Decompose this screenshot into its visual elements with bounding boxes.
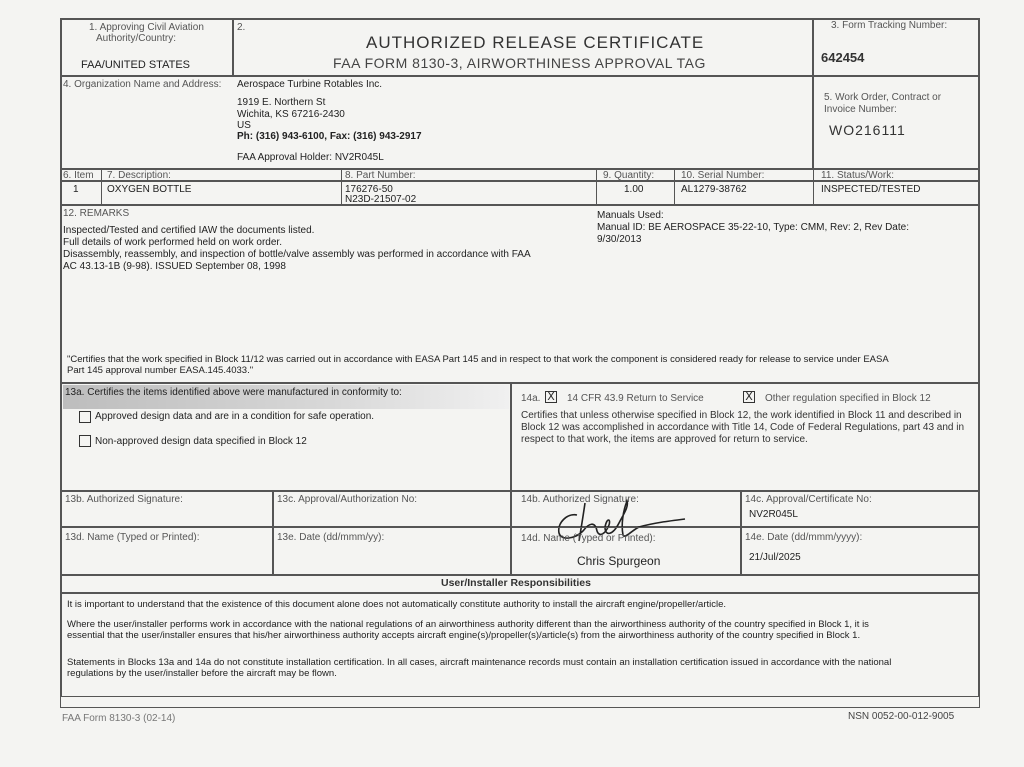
approved-design-checkbox[interactable] — [79, 411, 91, 423]
item-serial: AL1279-38762 — [681, 184, 747, 195]
easa-statement-1: "Certifies that the work specified in Block 11/12 was carried out in accordance with EASA Part 145 and in respect to that work the component is considered ready for release to service under EASA — [67, 354, 889, 365]
block-1-label: 1. Approving Civil Aviation — [89, 22, 204, 33]
header-description: 7. Description: — [107, 170, 171, 181]
user-paragraph-3a: Statements in Blocks 13a and 14a do not constitute installation certification. In all cases, aircraft maintenance records must contain an installation certification issued in accordance with the national — [67, 657, 892, 668]
block-2-label: 2. — [237, 22, 246, 33]
item-status: INSPECTED/TESTED — [821, 184, 921, 195]
header-status: 11. Status/Work: — [821, 170, 894, 181]
nsn-number: NSN 0052-00-012-9005 — [848, 711, 955, 722]
non-approved-design-text: Non-approved design data specified in Block 12 — [95, 436, 307, 447]
org-country: US — [237, 120, 251, 131]
non-approved-design-checkbox[interactable] — [79, 435, 91, 447]
header-part: 8. Part Number: — [345, 170, 416, 181]
block-13b-label: 13b. Authorized Signature: — [65, 494, 183, 505]
item-number: 1 — [73, 184, 79, 195]
item-quantity: 1.00 — [624, 184, 644, 195]
remarks-line-1: Inspected/Tested and certified IAW the documents listed. — [63, 225, 315, 236]
block-1-value: FAA/UNITED STATES — [81, 59, 190, 71]
block-14d-label: 14d. Name (Typed or Printed): — [521, 533, 656, 544]
block-14b-label: 14b. Authorized Signature: — [521, 494, 639, 505]
item-part-number-alt: N23D-21507-02 — [345, 194, 417, 205]
block-4-label: 4. Organization Name and Address: — [63, 79, 222, 90]
block-5-label: 5. Work Order, Contract or — [824, 92, 942, 103]
user-paragraph-1: It is important to understand that the existence of this document alone does not automatically constitute authority to install the aircraft engine/propeller/article. — [67, 599, 727, 610]
block-3-label: 3. Form Tracking Number: — [831, 20, 948, 31]
document-title: AUTHORIZED RELEASE CERTIFICATE — [366, 33, 705, 52]
block-13a-label: 13a. Certifies the items identified above were manufactured in conformity to: — [65, 387, 402, 398]
user-paragraph-3b: regulations by the user/installer before the aircraft may be flown. — [67, 668, 337, 679]
user-paragraph-2b: essential that the user/installer ensures that his/her airworthiness authority accepts aircraft engine(s)/propeller(s)/article(s) from the airworthiness authority of the country specified in Block 1. — [67, 630, 861, 641]
document-subtitle: FAA FORM 8130-3, AIRWORTHINESS APPROVAL TAG — [333, 55, 706, 71]
manual-line-1: Manual ID: BE AEROSPACE 35-22-10, Type: CMM, Rev: 2, Rev Date: — [597, 222, 909, 233]
work-order-number: WO216111 — [829, 122, 906, 138]
header-item: 6. Item — [63, 170, 94, 181]
manuals-label: Manuals Used: — [597, 210, 664, 221]
tracking-number: 642454 — [821, 50, 865, 65]
user-paragraph-2a: Where the user/installer performs work in accordance with the national regulations of an airworthiness authority different than the airworthiness authority of the country specified in Block 1, it is — [67, 619, 869, 630]
block-14e-label: 14e. Date (dd/mmm/yyyy): — [745, 532, 863, 543]
org-city: Wichita, KS 67216-2430 — [237, 109, 345, 120]
other-regulation-text: Other regulation specified in Block 12 — [765, 393, 931, 404]
block-13d-label: 13d. Name (Typed or Printed): — [65, 532, 200, 543]
org-phone: Ph: (316) 943-6100, Fax: (316) 943-2917 — [237, 131, 422, 142]
manual-line-2: 9/30/2013 — [597, 234, 642, 245]
header-serial: 10. Serial Number: — [681, 170, 765, 181]
remarks-line-3: Disassembly, reassembly, and inspection of bottle/valve assembly was performed in accordance with FAA — [63, 249, 531, 260]
block-14a-certification: Certifies that unless otherwise specified in Block 12, the work identified in Block 11 and described in Block 12 was accomplished in accordance with Title 14, Code of Federal Regulations, part 43 and in respect to that work, the items are approved for return to service. — [521, 410, 965, 445]
form-number: FAA Form 8130-3 (02-14) — [62, 713, 176, 724]
block-13c-label: 13c. Approval/Authorization No: — [277, 494, 418, 505]
header-quantity: 9. Quantity: — [603, 170, 655, 181]
block-14a-label: 14a. — [521, 393, 541, 404]
block-5-label-2: Invoice Number: — [824, 104, 897, 115]
release-date: 21/Jul/2025 — [749, 552, 801, 563]
other-regulation-checkbox[interactable]: X — [743, 391, 755, 403]
certificate-form — [60, 18, 980, 708]
org-approval: FAA Approval Holder: NV2R045L — [237, 152, 384, 163]
item-part-number: 176276-50 — [345, 184, 393, 195]
remarks-line-4: AC 43.13-1B (9-98). ISSUED September 08, 1998 — [63, 261, 286, 272]
easa-statement-2: Part 145 approval number EASA.145.4033." — [67, 365, 254, 376]
block-1-label-2: Authority/Country: — [96, 33, 177, 44]
return-to-service-text: 14 CFR 43.9 Return to Service — [567, 393, 704, 404]
remarks-label: 12. REMARKS — [63, 208, 130, 219]
authorized-name: Chris Spurgeon — [577, 554, 661, 568]
block-14c-label: 14c. Approval/Certificate No: — [745, 494, 872, 505]
org-name: Aerospace Turbine Rotables Inc. — [237, 79, 383, 90]
approval-certificate-number: NV2R045L — [749, 509, 798, 520]
block-13e-label: 13e. Date (dd/mmm/yy): — [277, 532, 385, 543]
item-description: OXYGEN BOTTLE — [107, 184, 192, 195]
return-to-service-checkbox[interactable]: X — [545, 391, 557, 403]
org-street: 1919 E. Northern St — [237, 97, 326, 108]
approved-design-text: Approved design data and are in a condition for safe operation. — [95, 411, 375, 422]
user-installer-heading: User/Installer Responsibilities — [441, 577, 591, 589]
remarks-line-2: Full details of work performed held on work order. — [63, 237, 282, 248]
